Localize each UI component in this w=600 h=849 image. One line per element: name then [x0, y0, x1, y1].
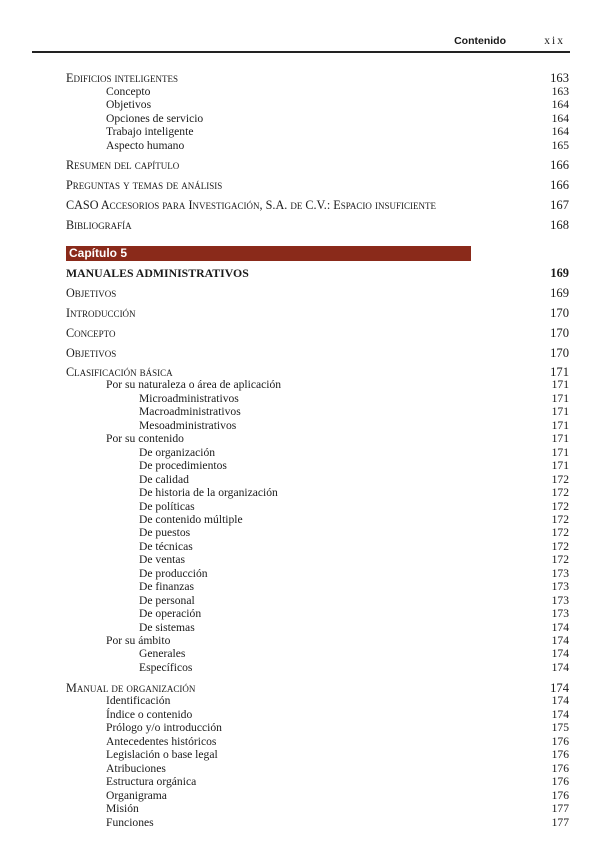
toc-entry-page: 174 — [551, 634, 569, 647]
toc-entry-page: 176 — [551, 734, 569, 748]
toc-entry-page: 177 — [551, 802, 569, 816]
toc-entry[interactable] — [66, 513, 569, 527]
toc-entry-page: 175 — [551, 721, 569, 735]
toc-entry-title: Prólogo y/o introducción — [106, 721, 222, 735]
toc-entry-title: Generales — [139, 647, 186, 661]
toc-entry[interactable] — [66, 405, 569, 419]
toc-entry[interactable] — [66, 71, 569, 85]
toc-entry-title: Preguntas y temas de análisis — [66, 178, 223, 192]
toc-entry[interactable] — [66, 789, 569, 803]
toc-entry-page: 166 — [550, 158, 569, 172]
toc-entry-title: De finanzas — [139, 580, 195, 594]
toc-entry-title: Objetivos — [66, 346, 117, 360]
toc-entry-title: De contenido múltiple — [139, 512, 243, 526]
toc-entry[interactable] — [66, 98, 569, 112]
toc-entry[interactable] — [66, 432, 569, 446]
chapter-title-line[interactable] — [66, 266, 569, 280]
toc-entry-title: Por su ámbito — [106, 634, 171, 647]
toc-entry-page: 163 — [550, 71, 569, 85]
toc-entry-page: 171 — [551, 459, 569, 473]
toc-entry[interactable] — [66, 526, 569, 540]
toc-entry[interactable] — [66, 459, 569, 473]
toc-entry-title: Misión — [106, 802, 139, 816]
toc-entry-title: CASO Accesorios para Investigación, S.A. de C.V.: Espacio insuficiente — [66, 198, 436, 212]
toc-entry[interactable] — [66, 198, 569, 212]
toc-entry-page: 172 — [551, 486, 569, 500]
toc-entry-title: Antecedentes históricos — [106, 734, 217, 748]
toc-entry-title: Legislación o base legal — [106, 748, 218, 762]
toc-entry[interactable] — [66, 721, 569, 735]
toc-entry[interactable] — [66, 553, 569, 567]
toc-entry-title: Por su contenido — [106, 432, 184, 446]
toc-entry[interactable] — [66, 748, 569, 762]
toc-entry-page: 174 — [551, 620, 569, 634]
toc-entry[interactable] — [66, 567, 569, 581]
toc-entry-page: 167 — [550, 198, 569, 212]
toc-entry-page: 177 — [551, 815, 569, 829]
toc-entry[interactable] — [66, 647, 569, 661]
toc-entry[interactable] — [66, 286, 569, 300]
toc-entry-title: Organigrama — [106, 788, 167, 802]
toc-entry-title: Por su naturaleza o área de aplicación — [106, 378, 282, 392]
toc-entry-title: De políticas — [139, 499, 195, 513]
toc-entry[interactable] — [66, 473, 569, 487]
toc-entry-title: Objetivos — [66, 286, 117, 300]
toc-entry-page: 172 — [551, 512, 569, 526]
toc-entry-title: Bibliografía — [66, 218, 132, 232]
toc-entry-page: 176 — [551, 775, 569, 789]
toc-entry-page: 176 — [551, 761, 569, 775]
toc-entry[interactable] — [66, 802, 569, 816]
toc-entry[interactable] — [66, 816, 569, 830]
toc-entry-title: De producción — [139, 566, 208, 580]
toc-entry-title: Trabajo inteligente — [106, 125, 194, 138]
toc-entry-title: De operación — [139, 607, 202, 621]
toc-entry-page: 164 — [551, 112, 569, 125]
toc-entry[interactable] — [66, 694, 569, 708]
toc-entry-title: Atribuciones — [106, 761, 166, 775]
chapter-page: 169 — [550, 266, 569, 280]
toc-entry-title: De calidad — [139, 472, 189, 486]
toc-entry-title: Mesoadministrativos — [139, 418, 237, 432]
toc-entry[interactable] — [66, 125, 569, 139]
toc-entry[interactable] — [66, 607, 569, 621]
toc-entry-title: Estructura orgánica — [106, 775, 197, 789]
toc-entry[interactable] — [66, 540, 569, 554]
toc-entry-page: 171 — [551, 418, 569, 432]
toc-entry-page: 172 — [551, 553, 569, 567]
toc-entry[interactable] — [66, 775, 569, 789]
toc-entry-page: 173 — [551, 566, 569, 580]
toc-entry[interactable] — [66, 306, 569, 320]
toc-entry-title: De puestos — [139, 526, 191, 540]
toc-entry-page: 173 — [551, 580, 569, 594]
toc-entry-title: Concepto — [66, 326, 116, 340]
toc-entry-page: 171 — [551, 405, 569, 419]
toc-entry[interactable] — [66, 735, 569, 749]
toc-entry-page: 174 — [551, 660, 569, 674]
toc-entry-page: 174 — [551, 647, 569, 661]
toc-entry-page: 171 — [550, 365, 569, 379]
toc-entry[interactable] — [66, 486, 569, 500]
page-number: xix — [544, 35, 565, 47]
toc-entry-page: 171 — [551, 391, 569, 405]
toc-entry[interactable] — [66, 708, 569, 722]
toc-entry-page: 169 — [550, 286, 569, 300]
toc-entry-title: Opciones de servicio — [106, 112, 204, 125]
toc-entry[interactable] — [66, 762, 569, 776]
toc-entry-page: 174 — [550, 681, 569, 695]
toc-entry-page: 170 — [550, 326, 569, 340]
toc-entry[interactable] — [66, 112, 569, 126]
toc-entry[interactable] — [66, 326, 569, 340]
toc-entry-page: 171 — [551, 432, 569, 446]
toc-entry-page: 176 — [551, 788, 569, 802]
toc-entry[interactable] — [66, 580, 569, 594]
toc-entry[interactable] — [66, 681, 569, 695]
toc-entry-title: Resumen del capítulo — [66, 158, 180, 172]
toc-entry[interactable] — [66, 419, 569, 433]
chapter-title: MANUALES ADMINISTRATIVOS — [66, 266, 249, 280]
toc-entry[interactable] — [66, 378, 569, 392]
toc-entry-title: Específicos — [139, 660, 193, 674]
toc-entry[interactable] — [66, 634, 569, 648]
toc-entry-page: 171 — [551, 445, 569, 459]
toc-entry[interactable] — [66, 158, 569, 172]
toc-entry-title: De sistemas — [139, 620, 195, 634]
toc-entry-title: Edificios inteligentes — [66, 71, 178, 85]
toc-entry-title: De personal — [139, 593, 195, 607]
header-rule — [32, 51, 570, 53]
chapter-label: Capítulo 5 — [69, 246, 128, 260]
toc-entry[interactable] — [66, 500, 569, 514]
running-head-label: Contenido — [454, 35, 506, 47]
toc-entry[interactable] — [66, 446, 569, 460]
toc-entry-page: 173 — [551, 593, 569, 607]
toc-entry-page: 165 — [551, 139, 569, 152]
toc-entry-title: Identificación — [106, 694, 171, 708]
toc-entry-title: Objetivos — [106, 98, 152, 111]
toc-entry-page: 176 — [551, 748, 569, 762]
toc-entry[interactable] — [66, 346, 569, 360]
toc-entry[interactable] — [66, 85, 569, 99]
toc-entry-page: 171 — [551, 378, 569, 392]
toc-entry-page: 173 — [551, 607, 569, 621]
toc-entry-page: 174 — [551, 707, 569, 721]
toc-entry-title: Índice o contenido — [106, 707, 193, 721]
toc-entry-title: Introducción — [66, 306, 136, 320]
toc-entry-page: 164 — [551, 125, 569, 138]
toc-entry-title: De organización — [139, 445, 216, 459]
toc-entry[interactable] — [66, 218, 569, 232]
toc-entry[interactable] — [66, 139, 569, 153]
toc-entry-page: 174 — [551, 694, 569, 708]
toc-entry-page: 172 — [551, 526, 569, 540]
toc-entry-title: Macroadministrativos — [139, 405, 241, 419]
toc-entry-page: 170 — [550, 346, 569, 360]
toc-entry-title: Manual de organización — [66, 681, 196, 695]
toc-entry-title: Clasificación básica — [66, 365, 173, 379]
toc-entry-title: De historia de la organización — [139, 486, 278, 500]
toc-entry-title: Concepto — [106, 85, 151, 98]
toc-entry-title: De ventas — [139, 553, 186, 567]
toc-entry-title: Aspecto humano — [106, 139, 185, 152]
toc-entry-page: 164 — [551, 98, 569, 111]
toc-entry[interactable] — [66, 392, 569, 406]
toc-entry[interactable] — [66, 365, 569, 379]
toc-entry[interactable] — [66, 621, 569, 635]
toc-entry-page: 163 — [551, 85, 569, 98]
toc-entry-page: 172 — [551, 539, 569, 553]
toc-entry[interactable] — [66, 594, 569, 608]
running-head — [0, 35, 600, 49]
toc-entry[interactable] — [66, 661, 569, 675]
toc-entry-page: 172 — [551, 472, 569, 486]
toc-entry-title: De procedimientos — [139, 459, 227, 473]
toc-entry[interactable] — [66, 178, 569, 192]
toc-entry-title: Funciones — [106, 815, 154, 829]
toc-entry-page: 172 — [551, 499, 569, 513]
toc-entry-page: 168 — [550, 218, 569, 232]
toc-entry-title: De técnicas — [139, 539, 193, 553]
chapter-banner — [66, 246, 471, 261]
toc-entry-title: Microadministrativos — [139, 391, 239, 405]
toc-entry-page: 170 — [550, 306, 569, 320]
toc-entry-page: 166 — [550, 178, 569, 192]
